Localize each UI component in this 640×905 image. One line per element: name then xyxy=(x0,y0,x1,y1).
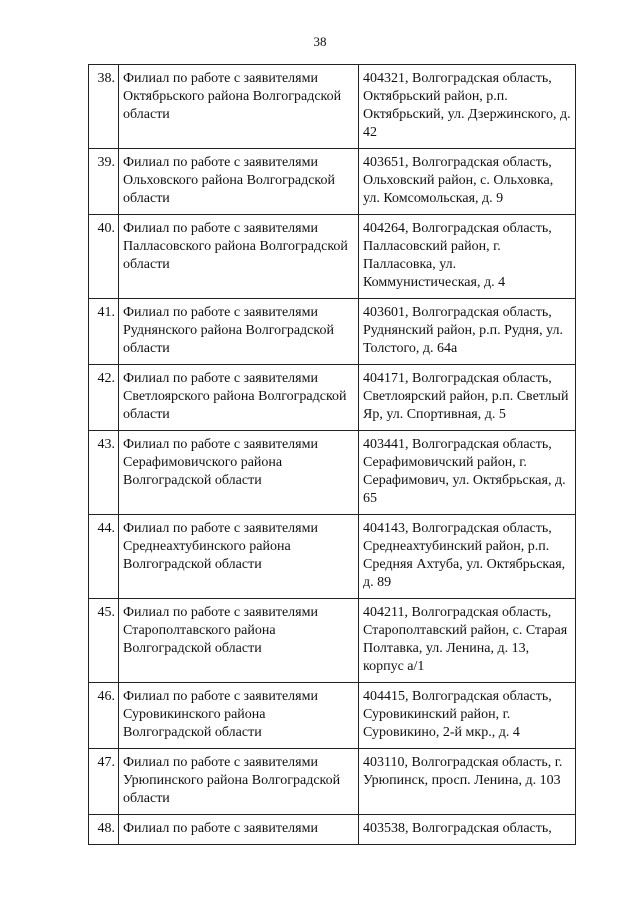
row-number: 42. xyxy=(89,365,119,431)
row-number: 44. xyxy=(89,515,119,599)
branch-name: Филиал по работе с заявителями Октябрьского района Волгоградской области xyxy=(119,65,359,149)
row-number: 39. xyxy=(89,149,119,215)
branch-name: Филиал по работе с заявителями xyxy=(119,815,359,845)
table-row xyxy=(89,431,576,515)
branch-address: 404264, Волгоградская область, Палласовский район, г. Палласовка, ул. Коммунистическая, д. 4 xyxy=(359,215,576,299)
branch-name: Филиал по работе с заявителями Руднянского района Волгоградской области xyxy=(119,299,359,365)
branch-address: 404321, Волгоградская область, Октябрьский район, р.п. Октябрьский, ул. Дзержинского, д. 42 xyxy=(359,65,576,149)
row-number: 40. xyxy=(89,215,119,299)
table-row xyxy=(89,683,576,749)
branch-name: Филиал по работе с заявителями Палласовского района Волгоградской области xyxy=(119,215,359,299)
branch-address: 404171, Волгоградская область, Светлоярский район, р.п. Светлый Яр, ул. Спортивная, д. 5 xyxy=(359,365,576,431)
branch-address: 403538, Волгоградская область, xyxy=(359,815,576,845)
branch-name: Филиал по работе с заявителями Ольховского района Волгоградской области xyxy=(119,149,359,215)
table-row xyxy=(89,149,576,215)
branch-address: 404211, Волгоградская область, Старополтавский район, с. Старая Полтавка, ул. Ленина, д. 13, корпус а/1 xyxy=(359,599,576,683)
row-number: 38. xyxy=(89,65,119,149)
table-row xyxy=(89,599,576,683)
branch-table xyxy=(88,64,576,845)
branch-name: Филиал по работе с заявителями Урюпинского района Волгоградской области xyxy=(119,749,359,815)
branch-name: Филиал по работе с заявителями Серафимовичского района Волгоградской области xyxy=(119,431,359,515)
table-row xyxy=(89,749,576,815)
table-row xyxy=(89,65,576,149)
row-number: 48. xyxy=(89,815,119,845)
branch-address: 404415, Волгоградская область, Суровикинский район, г. Суровикино, 2-й мкр., д. 4 xyxy=(359,683,576,749)
branch-address: 403110, Волгоградская область, г. Урюпинск, просп. Ленина, д. 103 xyxy=(359,749,576,815)
branch-name: Филиал по работе с заявителями Светлоярского района Волгоградской области xyxy=(119,365,359,431)
table-row xyxy=(89,215,576,299)
page-number: 38 xyxy=(313,34,327,49)
branch-address: 403601, Волгоградская область, Руднянский район, р.п. Рудня, ул. Толстого, д. 64а xyxy=(359,299,576,365)
row-number: 45. xyxy=(89,599,119,683)
branch-address: 404143, Волгоградская область, Среднеахтубинский район, р.п. Средняя Ахтуба, ул. Октябрьская, д. 89 xyxy=(359,515,576,599)
table-row xyxy=(89,365,576,431)
table-row xyxy=(89,299,576,365)
row-number: 47. xyxy=(89,749,119,815)
row-number: 41. xyxy=(89,299,119,365)
row-number: 43. xyxy=(89,431,119,515)
table-row xyxy=(89,515,576,599)
branch-name: Филиал по работе с заявителями Среднеахтубинского района Волгоградской области xyxy=(119,515,359,599)
branch-name: Филиал по работе с заявителями Суровикинского района Волгоградской области xyxy=(119,683,359,749)
table-row xyxy=(89,815,576,845)
branch-address: 403441, Волгоградская область, Серафимовичский район, г. Серафимович, ул. Октябрьская, д. 65 xyxy=(359,431,576,515)
branch-name: Филиал по работе с заявителями Старополтавского района Волгоградской области xyxy=(119,599,359,683)
branch-address: 403651, Волгоградская область, Ольховский район, с. Ольховка, ул. Комсомольская, д. 9 xyxy=(359,149,576,215)
row-number: 46. xyxy=(89,683,119,749)
